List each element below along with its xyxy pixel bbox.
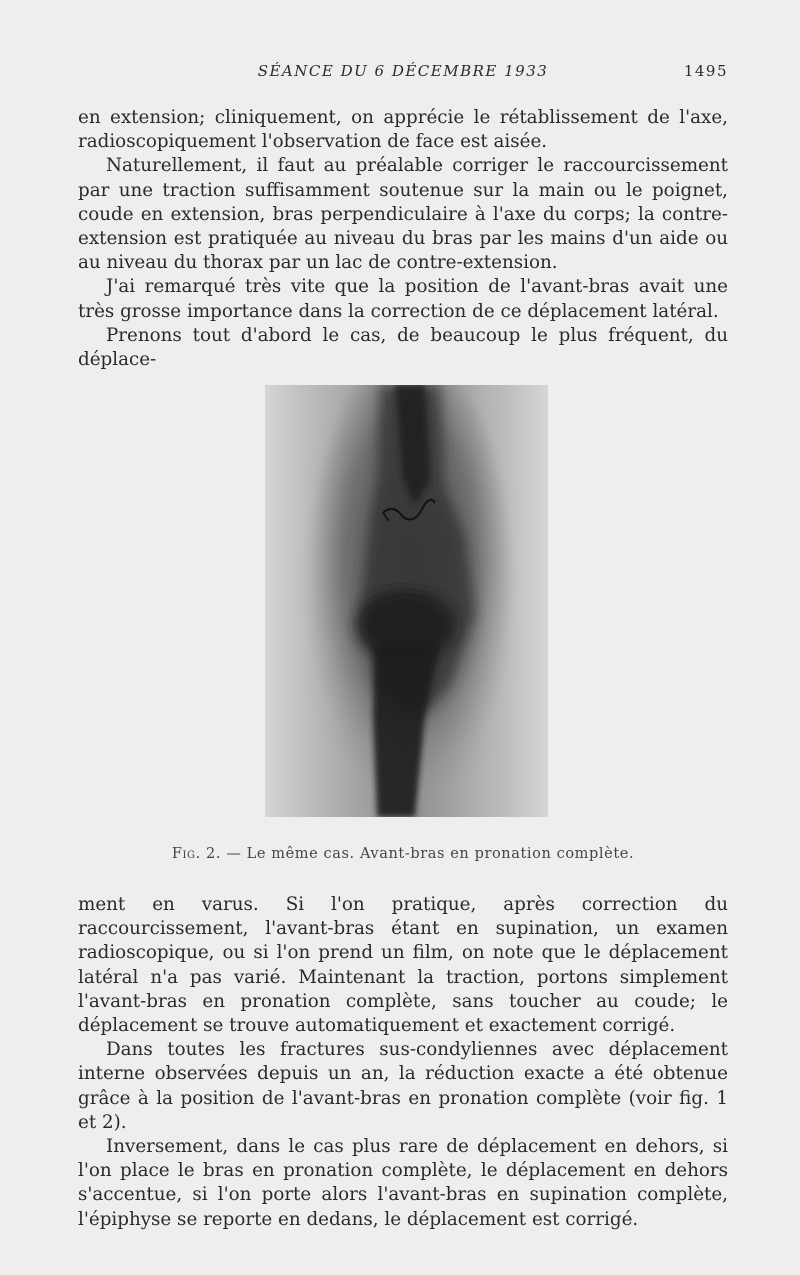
running-title: SÉANCE DU 6 DÉCEMBRE 1933 bbox=[257, 62, 549, 80]
body-text-top bbox=[78, 106, 728, 372]
xray-image bbox=[265, 385, 548, 817]
page-number: 1495 bbox=[683, 62, 728, 80]
paragraph: Dans toutes les fractures sus-condyliennes avec déplacement interne observées depuis un an, la réduction exacte a été obtenue grâce à la position de l'avant-bras en pronation complète (voir fig. 1 et 2). bbox=[78, 1039, 728, 1133]
xray-figure bbox=[265, 385, 548, 817]
paragraph: ment en varus. Si l'on pratique, après correction du raccourcissement, l'avant-bras étant en supination, un examen radioscopique, ou si l'on prend un film, on note que le déplacement latéral n'a pas varié. Maintenant la traction, portons simplement l'avant-bras en pronation complète, sans toucher au coude; le déplacement se trouve automatiquement et exactement corrigé. bbox=[78, 894, 728, 1037]
paragraph: J'ai remarqué très vite que la position de l'avant-bras avait une très grosse importance dans la correction de ce déplacement latéral. bbox=[78, 276, 728, 322]
paragraph: en extension; cliniquement, on apprécie le rétablissement de l'axe, radioscopiquement l'observation de face est aisée. bbox=[78, 107, 728, 153]
body-text-bottom bbox=[78, 893, 728, 1232]
figure-label: Fig. 2. bbox=[171, 846, 222, 862]
page-header bbox=[78, 62, 728, 86]
figure-caption bbox=[78, 846, 728, 862]
figure-caption-text: — Le même cas. Avant-bras en pronation complète. bbox=[221, 846, 635, 862]
paragraph: Inversement, dans le cas plus rare de déplacement en dehors, si l'on place le bras en pronation complète, le déplacement en dehors s'accentue, si l'on porte alors l'avant-bras en supination complète, l'épiphyse se reporte en dedans, le déplacement est corrigé. bbox=[78, 1136, 728, 1230]
paragraph: Naturellement, il faut au préalable corriger le raccourcissement par une traction suffisamment soutenue sur la main ou le poignet, coude en extension, bras perpendiculaire à l'axe du corps; la contre-extension est pratiquée au niveau du bras par les mains d'un aide ou au niveau du thorax par un lac de contre-extension. bbox=[78, 155, 728, 274]
paragraph: Prenons tout d'abord le cas, de beaucoup le plus fréquent, du déplace- bbox=[78, 324, 728, 371]
